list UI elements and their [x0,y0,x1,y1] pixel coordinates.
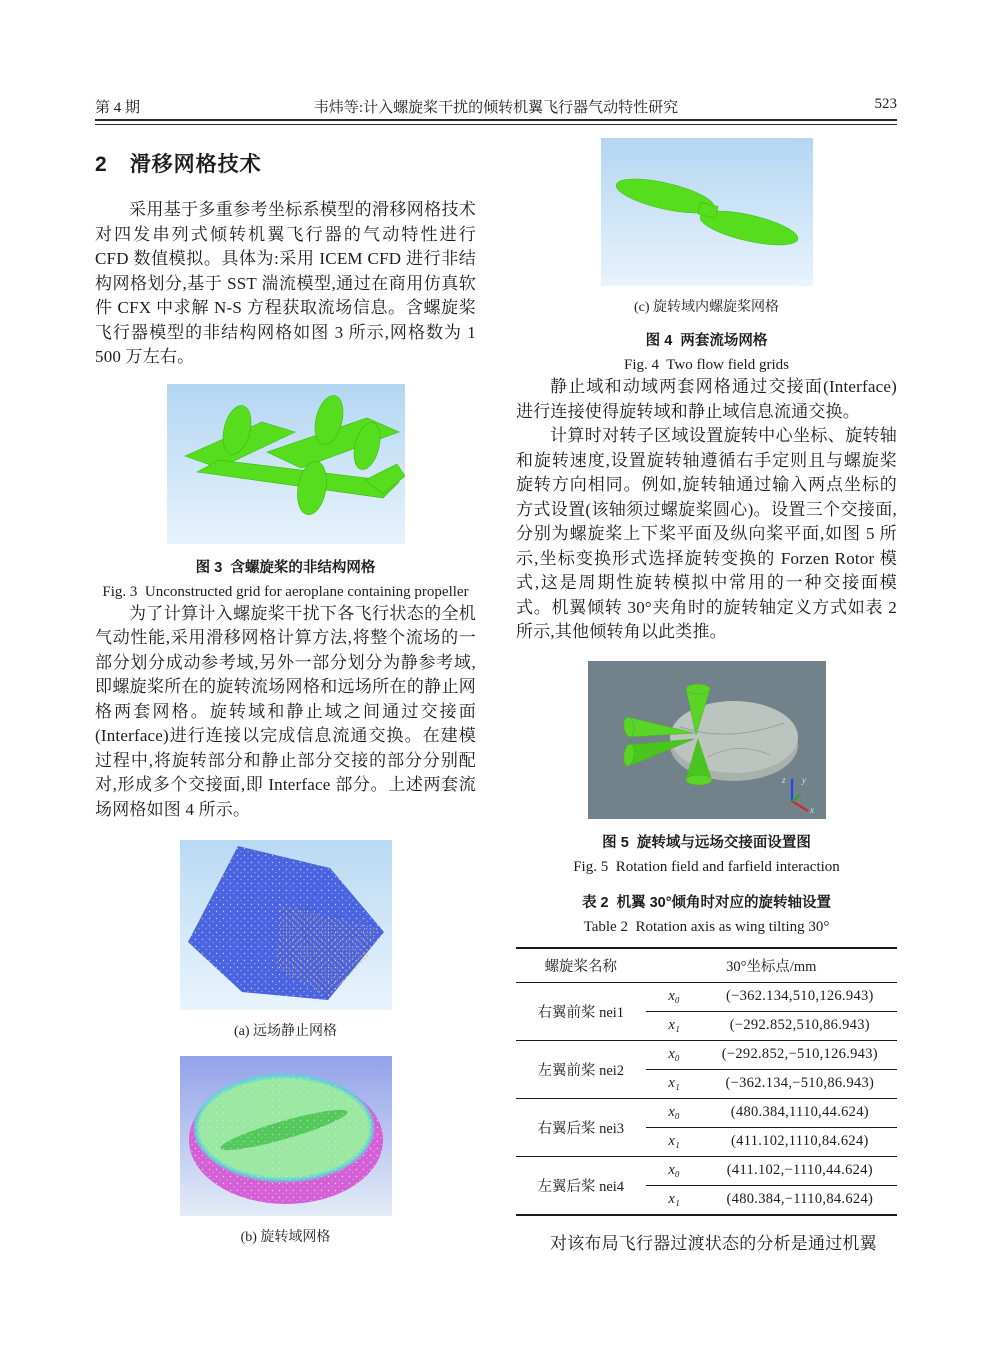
propeller-name: 右翼前桨 nei1 [516,982,646,1040]
figure3-image [167,384,405,544]
figure4a-image [180,840,392,1010]
right-column [516,138,897,1256]
running-title: 韦炜等:计入螺旋桨干扰的倾转机翼飞行器气动特性研究 [313,100,679,116]
figure5-caption-en: Fig. 5 Rotation field and farfield interaction [573,858,840,875]
paragraph-4: 计算时对转子区域设置旋转中心坐标、旋转轴和旋转速度,设置旋转轴遵循右手定则且与螺旋桨旋转方向相同。例如,旋转轴通过输入两点坐标的方式设置(该轴须过螺旋桨圆心)。设置三个交接面,分别为螺旋桨上下桨平面及纵向桨平面,如图 5 所示,坐标变换形式选择旋转变换的 Forzen Rotor 模式,这是周期性旋转模拟中常用的一种交接面模式。机翼倾转 30°夹角时的旋转轴定义方式如表 2 所示,其他倾转角以此类推。 [516,426,897,641]
figure-4b [95,1056,476,1248]
axis-label-x: x [809,804,814,815]
section-heading [95,148,476,178]
figure3-caption-en: Fig. 3 Unconstructed grid for aeroplane containing propeller [102,583,469,600]
table2-caption-en: Table 2 Rotation axis as wing tilting 30° [583,918,830,935]
figure4-caption-zh: 图 4 两套流场网格 [645,333,768,349]
x1-value: (480.384,−1110,84.624) [703,1185,897,1215]
x0-value: (−362.134,510,126.943) [703,982,897,1011]
x0-value: (−292.852,−510,126.943) [703,1040,897,1069]
x0-label: x₀ [646,1040,703,1069]
table2-captions [516,893,897,937]
column-header-propeller-name: 螺旋桨名称 [516,948,646,983]
x1-value: (−362.134,−510,86.943) [703,1069,897,1098]
table-row [516,1156,897,1185]
figure4-caption-en: Fig. 4 Two flow field grids [624,357,789,373]
issue-label: 第 4 期 [95,100,141,116]
paragraph-5: 对该布局飞行器过渡状态的分析是通过机翼 [550,1233,877,1253]
propeller-name: 左翼后桨 nei4 [516,1156,646,1215]
x0-label: x₀ [646,982,703,1011]
axis-label-y: y [801,774,806,785]
figure4-captions [516,331,897,375]
rotation-axis-table [516,947,897,1216]
x1-value: (−292.852,510,86.943) [703,1011,897,1040]
header-divider [95,119,897,125]
table-row [516,982,897,1011]
column-header-coordinates: 30°坐标点/mm [646,948,897,983]
figure-5 [516,661,897,877]
axis-label-z: z [781,774,786,785]
table2-caption-zh: 表 2 机翼 30°倾角时对应的旋转轴设置 [581,894,832,911]
figure-4c [516,138,897,318]
page-number: 523 [874,96,897,112]
figure5-caption-zh: 图 5 旋转域与远场交接面设置图 [602,834,811,851]
left-column [95,138,476,1248]
propeller-name: 左翼前桨 nei2 [516,1040,646,1098]
x1-label: x₁ [646,1069,703,1098]
figure4a-caption: (a) 远场静止网格 [233,1024,338,1039]
table-header-row [516,948,897,983]
x1-label: x₁ [646,1011,703,1040]
figure4c-caption: (c) 旋转域内螺旋桨网格 [633,300,780,315]
propeller-name: 右翼后桨 nei3 [516,1098,646,1156]
x0-label: x₀ [646,1156,703,1185]
figure-3 [95,384,476,602]
table-row [516,1040,897,1069]
figure4b-caption: (b) 旋转域网格 [240,1230,331,1245]
x1-label: x₁ [646,1185,703,1215]
x0-value: (480.384,1110,44.624) [703,1098,897,1127]
x0-label: x₀ [646,1098,703,1127]
figure3-caption-zh: 图 3 含螺旋桨的非结构网格 [195,559,376,576]
x1-value: (411.102,1110,84.624) [703,1127,897,1156]
running-head [95,96,897,116]
x1-label: x₁ [646,1127,703,1156]
section-number: 2 [95,153,108,176]
paragraph-2: 为了计算计入螺旋桨干扰下各飞行状态的全机气动性能,采用滑移网格计算方法,将整个流场的一部分划分成动参考域,另外一部分划分为静参考域,即螺旋桨所在的旋转流场网格和远场所在的静止网格两套网格。旋转域和静止域之间通过交接面(Interface)进行连接以完成信息流通交换。在建模过程中,将旋转部分和静止部分交接的部分分别配对,形成多个交接面,即 Interface 部分。上述两套流场网格如图 4 所示。 [95,603,476,819]
section-title: 滑移网格技术 [129,153,262,176]
figure4b-image [180,1056,392,1216]
figure5-image [588,661,826,819]
figure-4a [95,840,476,1042]
x0-value: (411.102,−1110,44.624) [703,1156,897,1185]
figure4c-image [601,138,813,286]
table-row [516,1098,897,1127]
paragraph-3: 静止域和动域两套网格通过交接面(Interface)进行连接使得旋转域和静止域信息流通交换。 [516,377,897,421]
paragraph-1: 采用基于多重参考坐标系模型的滑移网格技术对四发串列式倾转机翼飞行器的气动特性进行 CFD 数值模拟。具体为:采用 ICEM CFD 进行非结构网格划分,基于 SST 湍流模型,通过在商用仿真软件 CFX 中求解 N-S 方程获取流场信息。含螺旋桨飞行器模型的非结构网格如图 3 所示,网格数为 1 500 万左右。 [95,200,476,366]
